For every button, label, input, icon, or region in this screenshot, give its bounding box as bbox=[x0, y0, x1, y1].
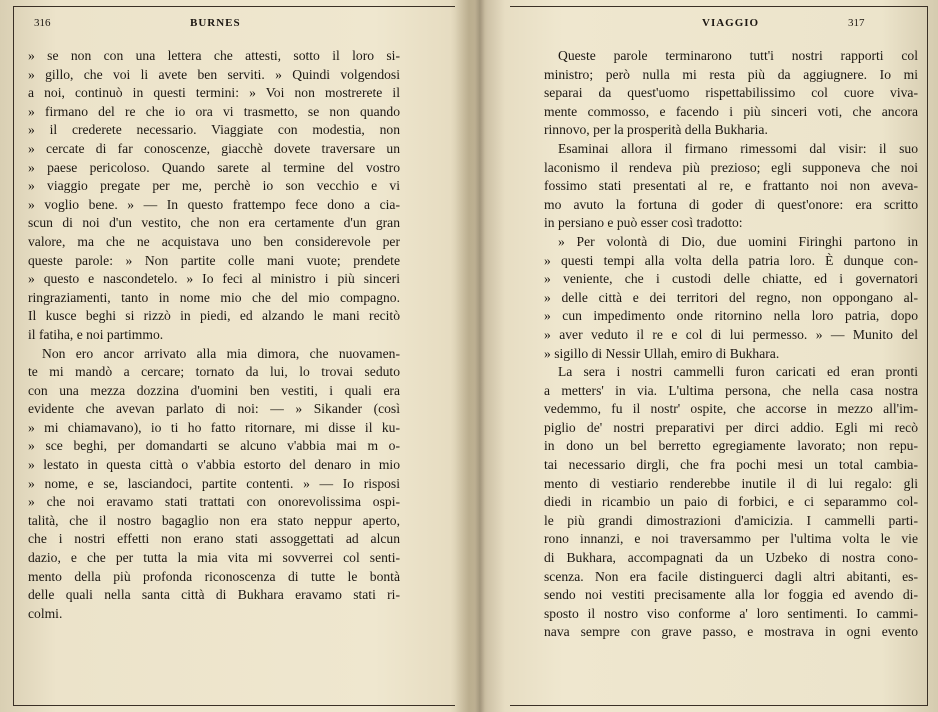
text-line: La sera i nostri cammelli furon caricati ed eran pronti bbox=[558, 364, 918, 380]
text-line: talità, che il nostro bagaglio non era stato neppur aperto, bbox=[28, 512, 400, 528]
text-line: ministro; però nulla mi resta più da aggiugnere. Io mi bbox=[544, 66, 918, 82]
text-line: te mi mandò a cercare; tornato da lui, lo trovai seduto bbox=[28, 364, 400, 380]
text-line: dazio, e che per tutta la mia vita mi sovverrei col senti- bbox=[28, 550, 400, 566]
text-line: valore, ma che ne acquistava uno ben considerevole per bbox=[28, 233, 400, 249]
right-page-number: 317 bbox=[848, 17, 865, 29]
text-line: » sce beghi, per domandarti se alcuno v'abbia mai m o- bbox=[28, 438, 400, 454]
text-line: separai da quest'uomo rispettabilissimo col cuore viva- bbox=[544, 85, 918, 101]
text-line: scun di noi d'un vestito, che non era certamente d'un gran bbox=[28, 215, 400, 231]
text-line: sendo noi vestiti precisamente alla lor foggia ed avendo di- bbox=[544, 587, 918, 603]
text-line: delle quali nella santa città di Bukhara eravamo stati ri- bbox=[28, 587, 400, 603]
text-line: piglio de' nostri preparativi per dirci addio. Egli mi recò bbox=[544, 419, 918, 435]
text-line: con una mezza dozzina d'uomini ben vestiti, i quali era bbox=[28, 382, 400, 398]
text-line: che i nostri effetti non erano stati assoggettati ad alcun bbox=[28, 531, 400, 547]
text-line: mente commosso, e facendo i più sinceri voti, che ancora bbox=[544, 103, 918, 119]
text-line: » cun impedimento onde ritornino nella loro patria, dopo bbox=[544, 308, 918, 324]
text-line: sposto il nostro viso conforme a' loro sentimenti. Io cammi- bbox=[544, 605, 918, 621]
text-line: Esaminai allora il firmano rimessomi dal visir: il suo bbox=[558, 140, 918, 156]
text-line: fossimo stati presentati al re, e frattanto noi non aveva- bbox=[544, 178, 918, 194]
text-line: in dono un bel berretto egregiamente lavorato; non repu- bbox=[544, 438, 918, 454]
text-line: » il crederete necessario. Viaggiate con modestia, non bbox=[28, 122, 400, 138]
right-running-head: VIAGGIO bbox=[702, 17, 760, 29]
text-line: in persiano e può esser così tradotto: bbox=[544, 215, 743, 231]
text-line: mento della più profonda riconoscenza di tutte le bontà bbox=[28, 568, 400, 584]
text-line: evidente che avevan parlato di noi: — » Sikander (così bbox=[28, 401, 400, 417]
text-line: a noi, continuò in questi termini: » Voi non mostrerete il bbox=[28, 85, 400, 101]
text-line: » viaggio pregate per me, perchè io son vecchio e vi bbox=[28, 178, 400, 194]
left-page-number: 316 bbox=[34, 17, 51, 29]
text-line: Queste parole terminarono tutt'i nostri rapporti col bbox=[558, 48, 918, 63]
text-line: di Bukhara, accompagnati da un Uzbeko di nostra cono- bbox=[544, 550, 918, 566]
text-line: » cercate di far conoscenze, giacchè dovete traversare un bbox=[28, 140, 400, 156]
right-page-text bbox=[544, 47, 918, 642]
text-line: a metters' in via. L'ultima persona, che nella casa nostra bbox=[544, 382, 918, 398]
text-line: » paese pericoloso. Quando sarete al termine del vostro bbox=[28, 159, 400, 175]
text-line: mento di vestiario renderebbe inutile il di lui regalo: gli bbox=[544, 475, 918, 491]
text-line: » firmano del re che io ora vi trasmetto, se non quando bbox=[28, 103, 400, 119]
text-line: » sigillo di Nessir Ullah, emiro di Bukhara. bbox=[544, 345, 780, 361]
text-line: ringraziamenti, tanto in nome mio che del mio compagno. bbox=[28, 289, 400, 305]
text-line: scenza. Non era facile distinguerci dagli altri abitanti, es- bbox=[544, 568, 918, 584]
text-line: » nome, e se, lasciandoci, partite contenti. » — Io risposi bbox=[28, 475, 400, 491]
text-line: mo avuto la fortuna di goder di quest'onore: era scritto bbox=[544, 196, 918, 212]
text-line: rinnovo, per la prosperità della Bukharia. bbox=[544, 122, 768, 138]
text-line: tai necessario dirgli, che fra pochi mesi un total cambia- bbox=[544, 457, 918, 473]
text-line: » gillo, che voi li avete ben serviti. » Quindi volgendosi bbox=[28, 66, 400, 82]
right-page bbox=[510, 6, 928, 706]
text-line: » aver veduto il re e col di lui permesso. » — Munito del bbox=[544, 326, 918, 342]
text-line: nava sempre con grave passo, e mostrava in ogni evento bbox=[544, 624, 918, 640]
text-line: Non ero ancor arrivato alla mia dimora, che nuovamen- bbox=[42, 345, 400, 361]
text-line: » se non con una lettera che attesti, sotto il loro si- bbox=[28, 48, 400, 63]
left-page-text bbox=[28, 47, 400, 623]
text-line: » che noi eravamo stati trattati con onorevolissima ospi- bbox=[28, 494, 400, 510]
text-line: vedemmo, fu il nostr' ospite, che accorse in mezzo all'im- bbox=[544, 401, 918, 417]
left-page bbox=[13, 6, 455, 706]
text-line: » lestato in questa città o v'abbia estorto del denaro in mio bbox=[28, 457, 400, 473]
text-line: le più grandi dimostrazioni d'amicizia. I cammelli parti- bbox=[544, 512, 918, 528]
left-running-head: BURNES bbox=[190, 17, 241, 29]
text-line: queste parole: » Non partite colle mani vuote; prendete bbox=[28, 252, 400, 268]
text-line: Il kusce beghi si rizzò in piedi, ed alzando le mani recitò bbox=[28, 308, 400, 324]
text-line: » questo e nascondetelo. » Io feci al ministro i più sinceri bbox=[28, 271, 400, 287]
text-line: » voglio bene. » — In questo frattempo fece dono a cia- bbox=[28, 196, 400, 212]
text-line: il fatiha, e noi partimmo. bbox=[28, 326, 164, 342]
text-line: » mi chiamavano), io ti ho fatto ritornare, mi disse il ku- bbox=[28, 419, 400, 435]
text-line: » questi tempi alla volta della patria loro. È dunque con- bbox=[544, 252, 918, 268]
text-line: diedi in ricambio un paio di forbici, e ci separammo col- bbox=[544, 494, 918, 510]
text-line: rono innanzi, e noi traversammo per l'ultima volta le vie bbox=[544, 531, 918, 547]
text-line: colmi. bbox=[28, 605, 63, 621]
text-line: » Per volontà di Dio, due uomini Firinghi partono in bbox=[558, 233, 918, 249]
text-line: » delle città e dei territori del regno, non oppongano al- bbox=[544, 289, 918, 305]
text-line: » veniente, che i custodi delle chiatte, ed i governatori bbox=[544, 271, 918, 287]
book-gutter bbox=[455, 0, 505, 712]
text-line: laconismo il rendeva più prezioso; egli supponeva che noi bbox=[544, 159, 918, 175]
